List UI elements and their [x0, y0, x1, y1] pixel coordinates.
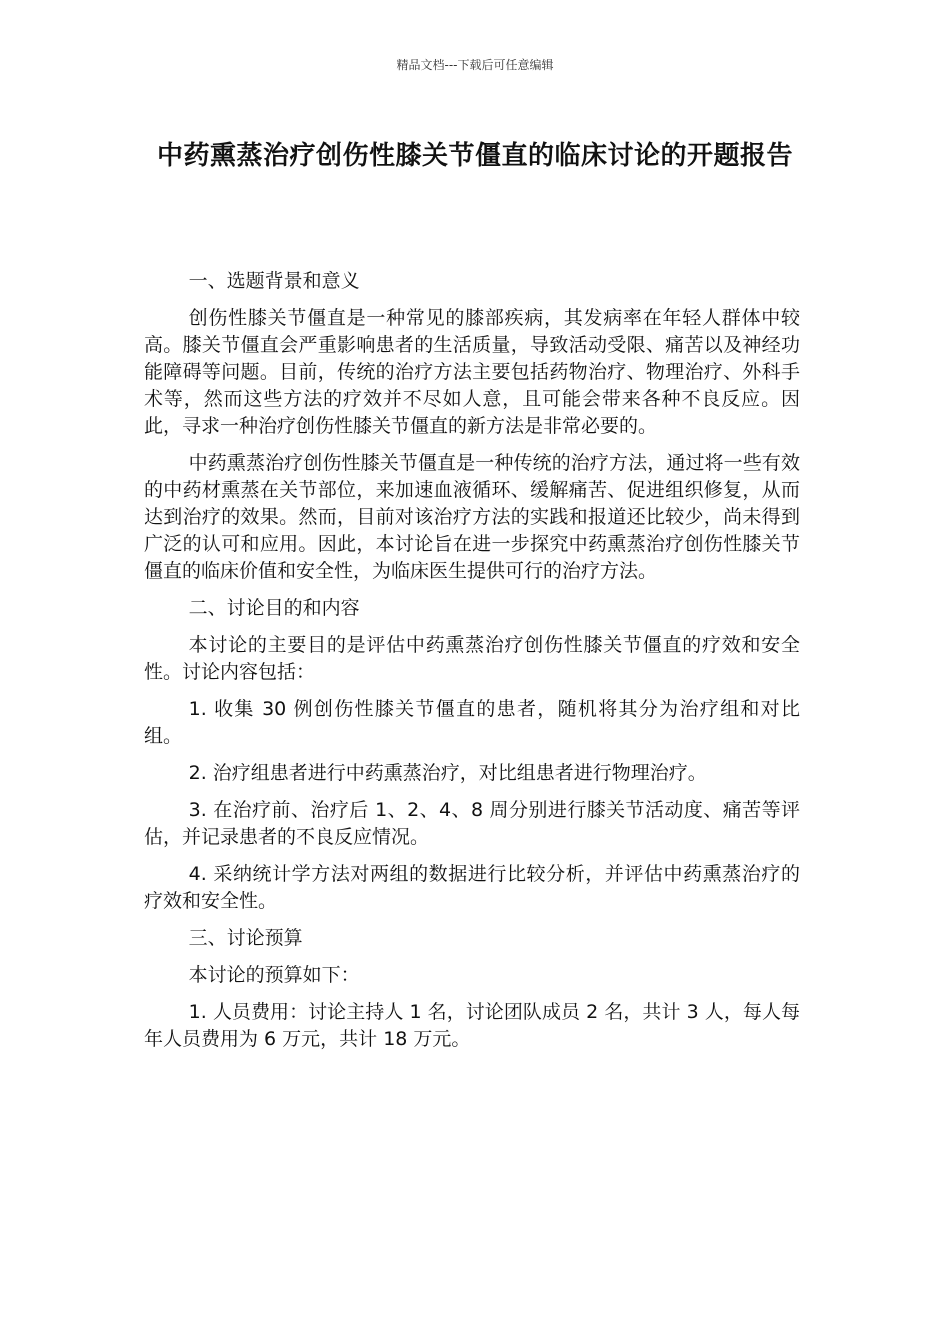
section-heading-background: 一、选题背景和意义	[188, 270, 360, 292]
list-item-objective-2: 2. 治疗组患者进行中药熏蒸治疗，对比组患者进行物理治疗。	[188, 762, 707, 784]
list-item-budget-1: 1. 人员费用：讨论主持人 1 名，讨论团队成员 2 名，共计 3 人，每人每年人员费用为 6 万元，共计 18 万元。	[144, 1001, 800, 1050]
document-body	[144, 268, 800, 1063]
paragraph-budget-intro: 本讨论的预算如下：	[188, 964, 360, 986]
list-item-objective-3: 3. 在治疗前、治疗后 1、2、4、8 周分别进行膝关节活动度、痛苦等评估，并记录患者的不良反应情况。	[144, 799, 800, 848]
list-item-objective-4: 4. 采纳统计学方法对两组的数据进行比较分析，并评估中药熏蒸治疗的疗效和安全性。	[144, 863, 800, 912]
document-title: 中药熏蒸治疗创伤性膝关节僵直的临床讨论的开题报告	[156, 141, 793, 171]
section-heading-budget: 三、讨论预算	[188, 927, 303, 949]
section-heading-objectives: 二、讨论目的和内容	[188, 597, 360, 619]
paragraph-background-2: 中药熏蒸治疗创伤性膝关节僵直是一种传统的治疗方法，通过将一些有效的中药材熏蒸在关节部位，来加速血液循环、缓解痛苦、促进组织修复，从而达到治疗的效果。然而，目前对该治疗方法的实践和报道还比较少，尚未得到广泛的认可和应用。因此，本讨论旨在进一步探究中药熏蒸治疗创伤性膝关节僵直的临床价值和安全性，为临床医生提供可行的治疗方法。	[144, 452, 800, 582]
page-header-watermark: 精品文档---下载后可任意编辑	[396, 58, 554, 72]
paragraph-objectives-intro: 本讨论的主要目的是评估中药熏蒸治疗创伤性膝关节僵直的疗效和安全性。讨论内容包括：	[144, 634, 800, 683]
list-item-objective-1: 1. 收集 30 例创伤性膝关节僵直的患者，随机将其分为治疗组和对比组。	[144, 698, 800, 747]
paragraph-background-1: 创伤性膝关节僵直是一种常见的膝部疾病，其发病率在年轻人群体中较高。膝关节僵直会严重影响患者的生活质量，导致活动受限、痛苦以及神经功能障碍等问题。目前，传统的治疗方法主要包括药物治疗、物理治疗、外科手术等，然而这些方法的疗效并不尽如人意，且可能会带来各种不良反应。因此，寻求一种治疗创伤性膝关节僵直的新方法是非常必要的。	[144, 307, 800, 437]
